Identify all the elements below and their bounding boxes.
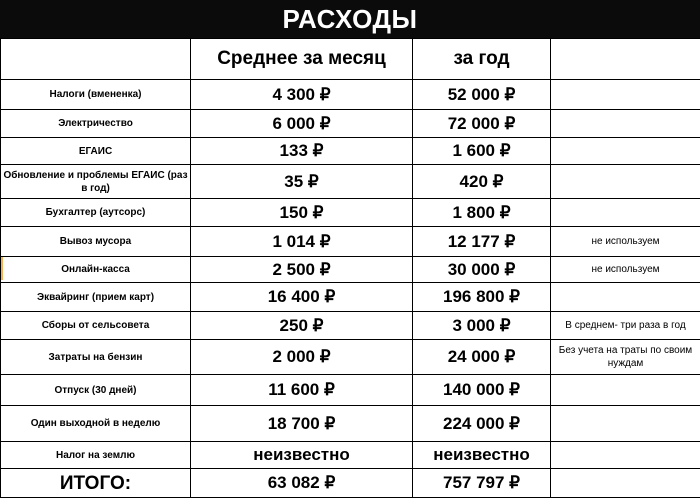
row-note[interactable]: не используем <box>551 257 700 283</box>
row-note[interactable] <box>551 199 700 227</box>
expenses-table <box>0 38 700 498</box>
row-yearly[interactable]: 12 177 ₽ <box>413 227 551 257</box>
row-label[interactable]: Бухгалтер (аутсорс) <box>1 199 191 227</box>
header-cell-label[interactable] <box>1 39 191 80</box>
table-row <box>1 312 700 340</box>
row-label[interactable]: Затраты на бензин <box>1 340 191 375</box>
row-note[interactable] <box>551 165 700 199</box>
row-yearly[interactable]: 196 800 ₽ <box>413 283 551 312</box>
row-yearly[interactable]: 3 000 ₽ <box>413 312 551 340</box>
row-note[interactable] <box>551 110 700 138</box>
table-row <box>1 80 700 110</box>
row-monthly[interactable]: 4 300 ₽ <box>191 80 413 110</box>
row-monthly[interactable]: 16 400 ₽ <box>191 283 413 312</box>
total-note[interactable] <box>551 469 700 498</box>
table-row <box>1 375 700 406</box>
total-monthly[interactable]: 63 082 ₽ <box>191 469 413 498</box>
total-yearly[interactable]: 757 797 ₽ <box>413 469 551 498</box>
row-note[interactable] <box>551 442 700 469</box>
row-label[interactable]: Сборы от сельсовета <box>1 312 191 340</box>
row-monthly[interactable]: неизвестно <box>191 442 413 469</box>
row-monthly[interactable]: 11 600 ₽ <box>191 375 413 406</box>
row-monthly[interactable]: 18 700 ₽ <box>191 406 413 442</box>
table-row <box>1 199 700 227</box>
row-note[interactable] <box>551 375 700 406</box>
row-yearly[interactable]: 1 800 ₽ <box>413 199 551 227</box>
row-label[interactable]: Вывоз мусора <box>1 227 191 257</box>
row-label[interactable]: Один выходной в неделю <box>1 406 191 442</box>
row-label[interactable]: Налоги (вмененка) <box>1 80 191 110</box>
row-monthly[interactable]: 6 000 ₽ <box>191 110 413 138</box>
table-row <box>1 227 700 257</box>
row-label[interactable]: Налог на землю <box>1 442 191 469</box>
row-note[interactable]: Без учета на траты по своим нуждам <box>551 340 700 375</box>
total-label[interactable]: ИТОГО: <box>1 469 191 498</box>
row-yearly[interactable]: 72 000 ₽ <box>413 110 551 138</box>
row-yearly[interactable]: 1 600 ₽ <box>413 138 551 165</box>
table-row <box>1 340 700 375</box>
table-row <box>1 110 700 138</box>
row-yearly[interactable]: 24 000 ₽ <box>413 340 551 375</box>
row-monthly[interactable]: 150 ₽ <box>191 199 413 227</box>
row-note[interactable] <box>551 406 700 442</box>
table-row <box>1 257 700 283</box>
row-label[interactable]: Эквайринг (прием карт) <box>1 283 191 312</box>
row-yearly[interactable]: неизвестно <box>413 442 551 469</box>
row-yearly[interactable]: 420 ₽ <box>413 165 551 199</box>
row-yearly[interactable]: 30 000 ₽ <box>413 257 551 283</box>
header-row <box>1 39 700 80</box>
row-note[interactable]: В среднем- три раза в год <box>551 312 700 340</box>
table-row <box>1 442 700 469</box>
row-label[interactable]: Электричество <box>1 110 191 138</box>
table-row <box>1 406 700 442</box>
total-row <box>1 469 700 498</box>
header-monthly[interactable]: Среднее за месяц <box>191 39 413 80</box>
row-monthly[interactable]: 2 000 ₽ <box>191 340 413 375</box>
row-note[interactable] <box>551 80 700 110</box>
row-label[interactable]: ЕГАИС <box>1 138 191 165</box>
row-label[interactable]: Онлайн-касса <box>1 257 191 283</box>
row-monthly[interactable]: 133 ₽ <box>191 138 413 165</box>
sheet-title: РАСХОДЫ <box>0 0 700 38</box>
table-row <box>1 138 700 165</box>
row-yearly[interactable]: 52 000 ₽ <box>413 80 551 110</box>
row-monthly[interactable]: 1 014 ₽ <box>191 227 413 257</box>
row-monthly[interactable]: 2 500 ₽ <box>191 257 413 283</box>
header-yearly[interactable]: за год <box>413 39 551 80</box>
row-label[interactable]: Отпуск (30 дней) <box>1 375 191 406</box>
table-row <box>1 283 700 312</box>
row-monthly[interactable]: 35 ₽ <box>191 165 413 199</box>
row-yearly[interactable]: 224 000 ₽ <box>413 406 551 442</box>
row-note[interactable] <box>551 283 700 312</box>
row-yearly[interactable]: 140 000 ₽ <box>413 375 551 406</box>
row-note[interactable] <box>551 138 700 165</box>
header-cell-note[interactable] <box>551 39 700 80</box>
row-label[interactable]: Обновление и проблемы ЕГАИС (раз в год) <box>1 165 191 199</box>
table-row <box>1 165 700 199</box>
row-note[interactable]: не используем <box>551 227 700 257</box>
row-monthly[interactable]: 250 ₽ <box>191 312 413 340</box>
